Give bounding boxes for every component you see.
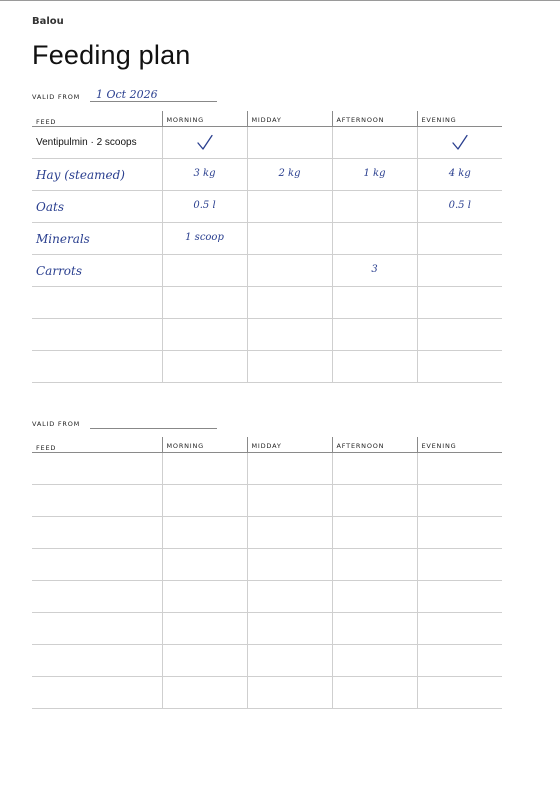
amount-value: 1 scoop xyxy=(185,232,224,243)
valid-from-line xyxy=(90,101,217,102)
afternoon-cell[interactable] xyxy=(332,223,417,255)
feed-cell[interactable]: Carrots xyxy=(32,255,162,287)
afternoon-cell[interactable] xyxy=(332,549,417,581)
morning-cell[interactable] xyxy=(162,485,247,517)
table-row xyxy=(32,287,502,319)
morning-cell[interactable] xyxy=(162,159,247,191)
valid-from-row-1 xyxy=(32,86,232,102)
afternoon-cell[interactable] xyxy=(332,581,417,613)
midday-cell[interactable] xyxy=(247,613,332,645)
column-header-feed xyxy=(32,437,162,453)
table-row xyxy=(32,645,502,677)
afternoon-cell[interactable] xyxy=(332,677,417,709)
midday-cell[interactable] xyxy=(247,549,332,581)
feed-cell[interactable] xyxy=(32,677,162,709)
feed-cell[interactable] xyxy=(32,453,162,485)
amount-value: 2 kg xyxy=(278,168,301,179)
feed-cell[interactable] xyxy=(32,517,162,549)
morning-cell[interactable] xyxy=(162,223,247,255)
afternoon-cell[interactable] xyxy=(332,453,417,485)
table-header-row xyxy=(32,111,502,127)
afternoon-cell[interactable] xyxy=(332,319,417,351)
midday-cell[interactable] xyxy=(247,319,332,351)
afternoon-cell[interactable] xyxy=(332,287,417,319)
morning-cell[interactable] xyxy=(162,517,247,549)
valid-from-row-2 xyxy=(32,413,232,429)
horse-name: Balou xyxy=(32,16,64,27)
afternoon-cell[interactable] xyxy=(332,127,417,159)
evening-cell[interactable] xyxy=(417,485,502,517)
column-header-label: EVENING xyxy=(421,116,457,124)
morning-cell[interactable] xyxy=(162,351,247,383)
column-header-label: EVENING xyxy=(421,442,457,450)
table-row xyxy=(32,485,502,517)
feed-cell[interactable]: Ventipulmin · 2 scoops xyxy=(32,127,162,159)
table-row xyxy=(32,581,502,613)
column-header-evening xyxy=(417,437,502,453)
morning-cell[interactable] xyxy=(162,613,247,645)
midday-cell[interactable] xyxy=(247,287,332,319)
morning-cell[interactable] xyxy=(162,453,247,485)
column-header-label: MORNING xyxy=(166,116,205,124)
page-title: Feeding plan xyxy=(32,40,191,70)
column-header-midday xyxy=(247,111,332,127)
table-row xyxy=(32,613,502,645)
evening-cell[interactable] xyxy=(417,159,502,191)
morning-cell[interactable] xyxy=(162,127,247,159)
table-row xyxy=(32,453,502,485)
afternoon-cell[interactable] xyxy=(332,517,417,549)
morning-cell[interactable] xyxy=(162,645,247,677)
evening-cell[interactable] xyxy=(417,255,502,287)
morning-cell[interactable] xyxy=(162,255,247,287)
feed-cell[interactable] xyxy=(32,319,162,351)
page-top-rule xyxy=(0,0,560,1)
feed-cell[interactable]: Hay (steamed) xyxy=(32,159,162,191)
amount-value: 4 kg xyxy=(448,168,471,179)
amount-value: 0.5 l xyxy=(193,200,216,211)
midday-cell[interactable] xyxy=(247,223,332,255)
feed-cell[interactable] xyxy=(32,287,162,319)
morning-cell[interactable] xyxy=(162,287,247,319)
evening-cell[interactable] xyxy=(417,127,502,159)
evening-cell[interactable] xyxy=(417,517,502,549)
table-row xyxy=(32,223,502,255)
valid-from-date[interactable]: 1 Oct 2026 xyxy=(96,88,158,101)
valid-from-line xyxy=(90,428,217,429)
table-row xyxy=(32,255,502,287)
feed-cell[interactable] xyxy=(32,549,162,581)
afternoon-cell[interactable] xyxy=(332,645,417,677)
midday-cell[interactable] xyxy=(247,255,332,287)
column-header-midday xyxy=(247,437,332,453)
table-row xyxy=(32,549,502,581)
evening-cell[interactable] xyxy=(417,677,502,709)
table-row xyxy=(32,159,502,191)
evening-cell[interactable] xyxy=(417,319,502,351)
midday-cell[interactable] xyxy=(247,351,332,383)
evening-cell[interactable] xyxy=(417,351,502,383)
midday-cell[interactable] xyxy=(247,127,332,159)
column-header-morning xyxy=(162,437,247,453)
morning-cell[interactable] xyxy=(162,581,247,613)
evening-cell[interactable] xyxy=(417,223,502,255)
feed-cell[interactable] xyxy=(32,613,162,645)
evening-cell[interactable] xyxy=(417,453,502,485)
feed-cell[interactable]: Oats xyxy=(32,191,162,223)
column-header-afternoon xyxy=(332,437,417,453)
column-header-evening xyxy=(417,111,502,127)
column-header-label: AFTERNOON xyxy=(336,116,385,124)
morning-cell[interactable] xyxy=(162,677,247,709)
morning-cell[interactable] xyxy=(162,549,247,581)
feed-cell[interactable]: Minerals xyxy=(32,223,162,255)
amount-value: 0.5 l xyxy=(448,200,471,211)
check-icon xyxy=(196,134,214,156)
amount-value: 3 kg xyxy=(193,168,216,179)
feed-cell[interactable] xyxy=(32,581,162,613)
column-header-label: MIDDAY xyxy=(251,116,282,124)
midday-cell[interactable] xyxy=(247,645,332,677)
table-row xyxy=(32,191,502,223)
feed-cell[interactable] xyxy=(32,351,162,383)
evening-cell[interactable] xyxy=(417,581,502,613)
midday-cell[interactable] xyxy=(247,485,332,517)
midday-cell[interactable] xyxy=(247,517,332,549)
midday-cell[interactable] xyxy=(247,453,332,485)
evening-cell[interactable] xyxy=(417,287,502,319)
amount-value: 1 kg xyxy=(363,168,386,179)
evening-cell[interactable] xyxy=(417,613,502,645)
table-row xyxy=(32,351,502,383)
morning-cell[interactable] xyxy=(162,319,247,351)
midday-cell[interactable] xyxy=(247,191,332,223)
afternoon-cell[interactable] xyxy=(332,159,417,191)
valid-from-label: VALID FROM xyxy=(32,93,81,101)
evening-cell[interactable] xyxy=(417,191,502,223)
afternoon-cell[interactable] xyxy=(332,255,417,287)
midday-cell[interactable] xyxy=(247,677,332,709)
evening-cell[interactable] xyxy=(417,645,502,677)
morning-cell[interactable] xyxy=(162,191,247,223)
midday-cell[interactable] xyxy=(247,159,332,191)
feed-cell[interactable] xyxy=(32,485,162,517)
column-header-label: MIDDAY xyxy=(251,442,282,450)
column-header-label: MORNING xyxy=(166,442,205,450)
afternoon-cell[interactable] xyxy=(332,351,417,383)
column-header-label: FEED xyxy=(36,118,57,126)
evening-cell[interactable] xyxy=(417,549,502,581)
afternoon-cell[interactable] xyxy=(332,191,417,223)
table-row xyxy=(32,127,502,159)
column-header-feed xyxy=(32,111,162,127)
column-header-label: FEED xyxy=(36,444,57,452)
midday-cell[interactable] xyxy=(247,581,332,613)
afternoon-cell[interactable] xyxy=(332,485,417,517)
feeding-table-2 xyxy=(32,437,502,709)
table-header-row xyxy=(32,437,502,453)
table-row xyxy=(32,517,502,549)
feed-cell[interactable] xyxy=(32,645,162,677)
amount-value: 3 xyxy=(371,264,378,275)
table-row xyxy=(32,319,502,351)
afternoon-cell[interactable] xyxy=(332,613,417,645)
table-row xyxy=(32,677,502,709)
column-header-morning xyxy=(162,111,247,127)
feeding-table-1 xyxy=(32,111,502,383)
column-header-afternoon xyxy=(332,111,417,127)
column-header-label: AFTERNOON xyxy=(336,442,385,450)
check-icon xyxy=(451,134,469,156)
valid-from-label: VALID FROM xyxy=(32,420,81,428)
